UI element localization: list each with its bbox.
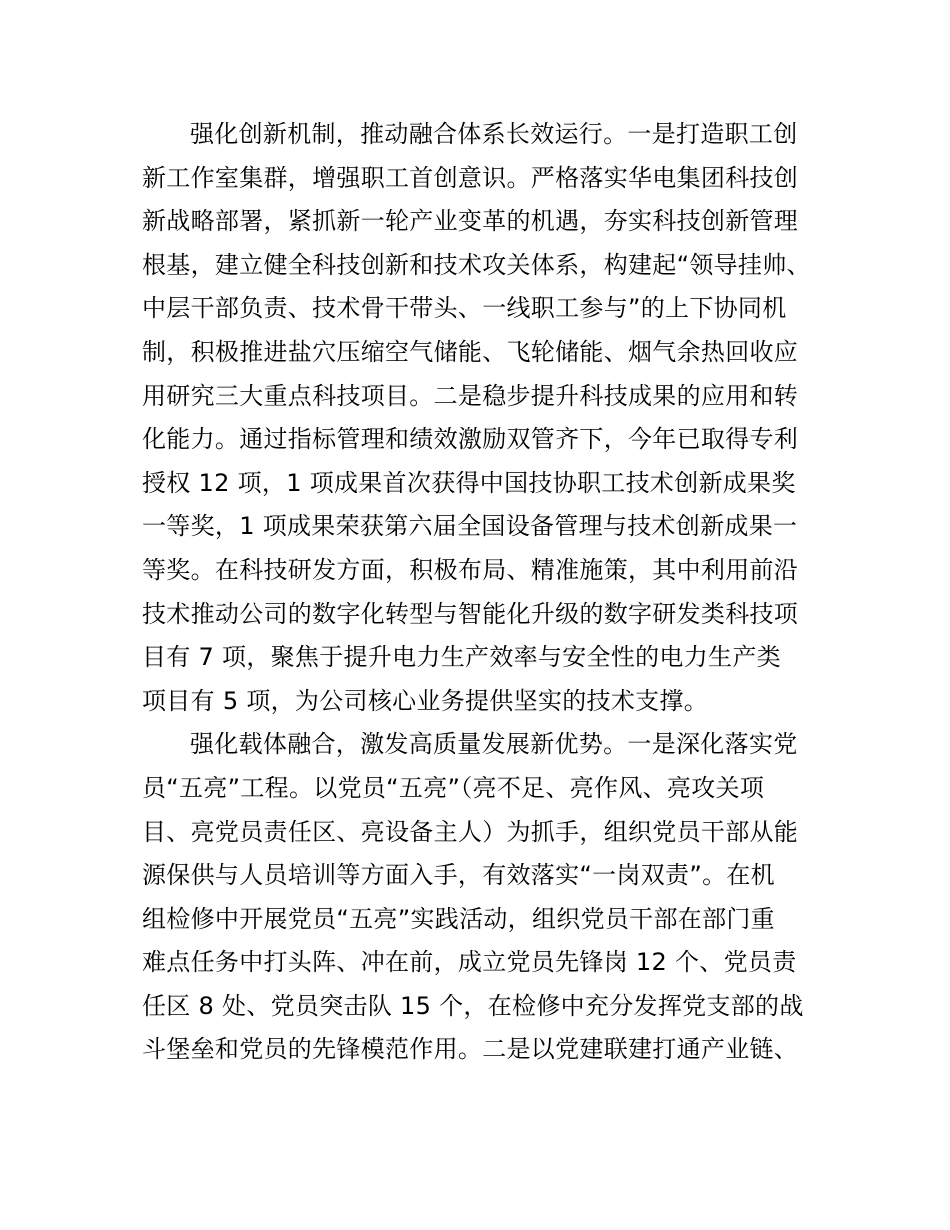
text-line: 源保供与人员培训等方面入手，有效落实“一岗双责”。在机 — [142, 861, 775, 890]
text-line: 难点任务中打头阵、冲在前，成立党员先锋岗 12 个、党员责 — [142, 948, 797, 977]
text-line: 授权 12 项，1 项成果首次获得中国技协职工技术创新成果奖 — [142, 468, 796, 497]
text-line: 组检修中开展党员“五亮”实践活动，组织党员干部在部门重 — [142, 904, 775, 933]
paragraph-innovation-mechanism — [142, 113, 818, 723]
text-line: 一等奖，1 项成果荣获第六届全国设备管理与技术创新成果一 — [142, 512, 798, 541]
text-line: 任区 8 处、党员突击队 15 个，在检修中充分发挥党支部的战 — [142, 991, 804, 1020]
text-line: 员“五亮”工程。以党员“五亮”（亮不足、亮作风、亮攻关项 — [142, 773, 765, 802]
text-line: 化能力。通过指标管理和绩效激励双管齐下，今年已取得专利 — [142, 425, 799, 454]
text-line: 根基，建立健全科技创新和技术攻关体系，构建起“领导挂帅、 — [142, 250, 811, 279]
text-line: 强化创新机制，推动融合体系长效运行。一是打造职工创 — [190, 120, 798, 148]
text-line: 目、亮党员责任区、亮设备主人）为抓手，组织党员干部从能 — [142, 817, 799, 846]
paragraph-carrier-integration — [142, 723, 818, 1072]
text-line: 强化载体融合，激发高质量发展新优势。一是深化落实党 — [190, 730, 798, 759]
document-body — [142, 113, 818, 1072]
text-line: 等奖。在科技研发方面，积极布局、精准施策，其中利用前沿 — [142, 555, 799, 584]
text-line: 制，积极推进盐穴压缩空气储能、飞轮储能、烟气余热回收应 — [142, 337, 799, 366]
text-line: 项目有 5 项，为公司核心业务提供坚实的技术支撑。 — [142, 686, 709, 715]
text-line: 用研究三大重点科技项目。二是稳步提升科技成果的应用和转 — [142, 381, 799, 410]
text-line: 目有 7 项，聚焦于提升电力生产效率与安全性的电力生产类 — [142, 643, 781, 672]
text-line: 中层干部负责、技术骨干带头、一线职工参与”的上下协同机 — [142, 294, 787, 323]
text-line: 技术推动公司的数字化转型与智能化升级的数字研发类科技项 — [142, 599, 799, 628]
text-line: 新战略部署，紧抓新一轮产业变革的机遇，夯实科技创新管理 — [142, 207, 799, 236]
text-line: 新工作室集群，增强职工首创意识。严格落实华电集团科技创 — [142, 163, 799, 192]
text-line: 斗堡垒和党员的先锋模范作用。二是以党建联建打通产业链、 — [142, 1035, 799, 1064]
